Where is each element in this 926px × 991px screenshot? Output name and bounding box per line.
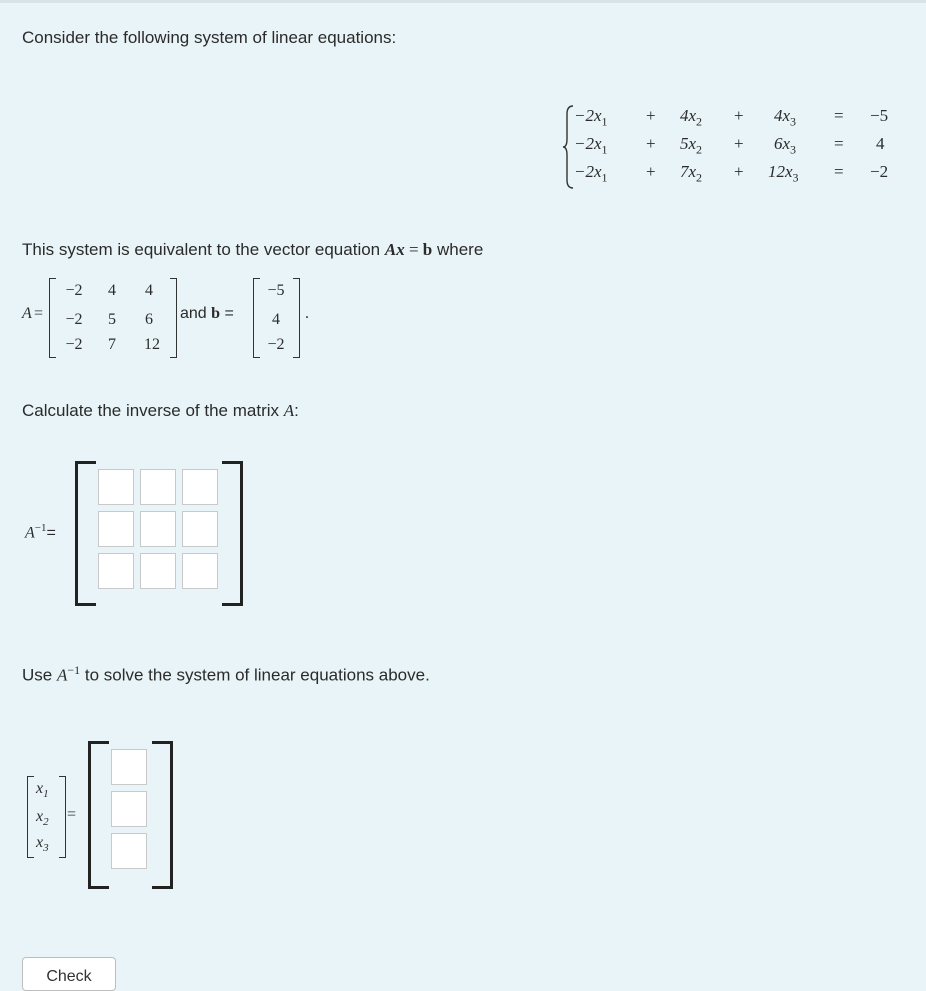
solution-input-x3[interactable] [111, 833, 147, 869]
inverse-label-base: A [25, 524, 35, 542]
x-vector-equals: = [67, 806, 77, 823]
inverse-input-r3c1[interactable] [98, 553, 134, 589]
eq1-equals: = [834, 106, 844, 125]
eq2-rhs: 4 [876, 134, 885, 153]
eq3-term2: $7x_2$ [680, 162, 703, 185]
eq3-term3: $12x_3$ [768, 162, 799, 185]
and-word: and [180, 305, 212, 322]
eq3-rhs: −2 [870, 162, 889, 181]
vector-b-left-bracket [253, 278, 260, 358]
matrix-a-cell: 4 [145, 282, 153, 299]
eq2-plus2: + [734, 134, 744, 153]
equiv-suffix: where [432, 240, 484, 259]
inverse-input-r1c2[interactable] [140, 469, 176, 505]
inverse-left-bracket [75, 461, 96, 606]
eq1-plus1: + [646, 106, 656, 125]
matrix-a-right-bracket [170, 278, 177, 358]
b-equals: = [220, 305, 234, 322]
solution-input-x2[interactable] [111, 791, 147, 827]
inverse-label [25, 522, 56, 542]
solve-prompt-sup: −1 [67, 663, 81, 677]
eq3-term1: $-2x_1$ [574, 162, 608, 185]
inverse-prompt-var: A [283, 401, 295, 420]
matrix-a-cell: −2 [65, 311, 83, 328]
equiv-ax: Ax [384, 240, 405, 259]
solution-right-bracket [152, 741, 173, 889]
eq1-rhs: −5 [870, 106, 889, 125]
matrix-a-equals: = [34, 305, 44, 322]
matrix-a-cell: 4 [108, 282, 116, 299]
b-symbol: b [211, 305, 221, 322]
vector-b-cell: −5 [267, 282, 285, 299]
vector-b-cell: 4 [272, 311, 280, 328]
matrix-a-cell: −2 [65, 336, 83, 353]
vector-b-right-bracket [293, 278, 300, 358]
eq2-term1: $-2x_1$ [574, 134, 608, 157]
inverse-input-r3c2[interactable] [140, 553, 176, 589]
matrix-a-label: A [22, 305, 32, 322]
equiv-prefix: This system is equivalent to the vector equation [22, 240, 385, 259]
x-vector-left-bracket [27, 776, 34, 858]
inverse-right-bracket [222, 461, 243, 606]
eq1-term1: $-2x_1$ [574, 106, 608, 129]
equation-system [562, 104, 902, 194]
equiv-b: b [422, 240, 433, 259]
solve-prompt-base: A [56, 665, 68, 685]
eq1-plus2: + [734, 106, 744, 125]
inverse-input-r2c1[interactable] [98, 511, 134, 547]
eq2-term2: $5x_2$ [680, 134, 703, 157]
matrix-a-cell: −2 [65, 282, 83, 299]
eq3-plus2: + [734, 162, 744, 181]
inverse-input-r1c3[interactable] [182, 469, 218, 505]
matrix-a-cell: 12 [144, 336, 160, 353]
eq3-plus1: + [646, 162, 656, 181]
inverse-input-r2c2[interactable] [140, 511, 176, 547]
matrix-a-left-bracket [49, 278, 56, 358]
inverse-input-r1c1[interactable] [98, 469, 134, 505]
inverse-label-equals: = [46, 524, 56, 542]
eq3-equals: = [834, 162, 844, 181]
inverse-prompt-colon: : [294, 401, 299, 420]
left-brace [562, 104, 574, 190]
eq2-term3: $6x_3$ [774, 134, 797, 157]
check-button[interactable]: Check [22, 957, 116, 991]
inverse-prompt [22, 401, 299, 421]
solve-prompt-pre: Use [22, 665, 57, 685]
and-b-text [180, 305, 234, 323]
x-vector-right-bracket [59, 776, 66, 858]
top-divider [0, 0, 926, 3]
equivalence-text [22, 240, 483, 260]
solve-prompt-post: to solve the system of linear equations above. [80, 665, 430, 685]
equiv-eq: = [404, 240, 423, 259]
solve-prompt [22, 663, 430, 686]
eq2-plus1: + [646, 134, 656, 153]
inverse-label-sup: −1 [34, 522, 47, 534]
solution-left-bracket [88, 741, 109, 889]
matrix-a-cell: 6 [145, 311, 153, 328]
matrix-a-cell: 7 [108, 336, 116, 353]
inverse-input-r2c3[interactable] [182, 511, 218, 547]
eq1-term2: $4x_2$ [680, 106, 703, 129]
x3-var: $x_3$ [36, 834, 49, 855]
inverse-input-r3c3[interactable] [182, 553, 218, 589]
inverse-prompt-text: Calculate the inverse of the matrix [22, 401, 284, 420]
eq2-equals: = [834, 134, 844, 153]
solution-input-x1[interactable] [111, 749, 147, 785]
vector-b-period: . [305, 305, 309, 322]
intro-text: Consider the following system of linear equations: [22, 28, 397, 47]
eq1-term3: $4x_3$ [774, 106, 797, 129]
x2-var: $x_2$ [36, 808, 49, 829]
matrix-a-cell: 5 [108, 311, 116, 328]
x1-var: $x_1$ [36, 780, 49, 801]
vector-b-cell: −2 [267, 336, 285, 353]
